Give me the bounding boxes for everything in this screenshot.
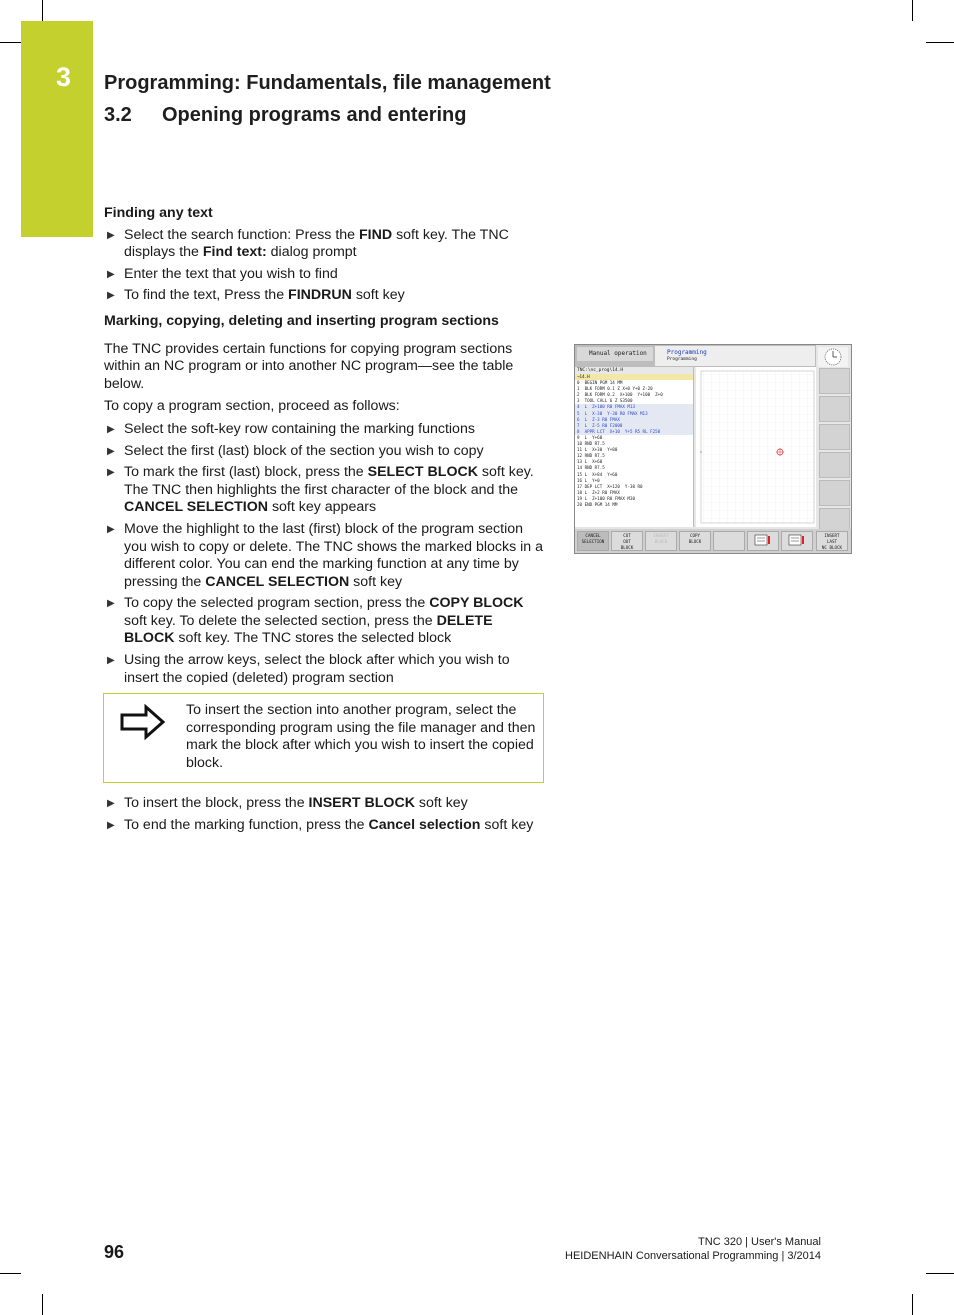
insert-block-softkey[interactable]: INSERT BLOCK (645, 531, 677, 551)
chapter-tab (21, 21, 93, 237)
softkey-row (575, 529, 851, 553)
list-item: ▶ To copy the selected program section, press the COPY BLOCK soft key. To delete the selected section, press the DELETE BLOCK soft key. The TNC stores the selected block (107, 595, 524, 647)
list-red-icon (751, 533, 775, 547)
main-content (104, 205, 544, 838)
list-item: ▶ To find the text, Press the FINDRUN soft key (107, 287, 405, 304)
crop-mark (912, 0, 913, 21)
marking-intro2: To copy a program section, proceed as follows: (104, 398, 400, 415)
footer-info (565, 1235, 821, 1263)
mode-manual[interactable]: Manual operation (577, 347, 653, 361)
insert-last-nc-block-softkey[interactable]: INSERT LAST NC BLOCK (816, 531, 848, 551)
program-line[interactable]: 20 END PGM 14 MM (577, 501, 618, 507)
bullet-arrow-icon: ▶ (107, 423, 115, 435)
crop-mark (42, 0, 43, 21)
side-softkey[interactable] (819, 368, 850, 394)
note-box (103, 693, 544, 783)
cancel-selection-softkey[interactable]: CANCEL SELECTION (577, 531, 609, 551)
side-softkey[interactable] (819, 396, 850, 422)
program-line[interactable]: 9 L Y+60 (577, 434, 603, 440)
program-line[interactable]: 13 L X+60 (577, 459, 603, 465)
finding-heading: Finding any text (104, 205, 213, 221)
section-number: 3.2 (104, 104, 132, 126)
bullet-arrow-icon: ▶ (107, 523, 115, 535)
list-item: ▶ Select the soft-key row containing the marking functions (107, 420, 475, 437)
list-red-icon (785, 533, 809, 547)
side-softkey[interactable] (819, 480, 850, 506)
bullet-arrow-icon: ▶ (107, 655, 115, 667)
program-line[interactable]: 15 L X+84 Y+60 (577, 471, 618, 477)
crop-mark (0, 42, 21, 43)
program-line[interactable]: 7 L Z-5 R0 F2000 (575, 423, 693, 429)
program-line[interactable]: 3 TOOL CALL 6 Z S3500 (577, 398, 633, 404)
list-item: ▶ Enter the text that you wish to find (107, 265, 338, 282)
bullet-arrow-icon: ▶ (107, 798, 115, 810)
list-item: ▶ To end the marking function, press the Cancel selection soft key (107, 816, 534, 833)
chapter-number: 3 (56, 62, 72, 92)
crop-mark (0, 1273, 21, 1274)
list-item: ▶ To mark the first (last) block, press the SELECT BLOCK soft key. The TNC then highlights the first character of the block and the CANCEL SELECTION soft key appears (107, 464, 534, 516)
footer-line2: HEIDENHAIN Conversational Programming | 3/2014 (565, 1250, 821, 1262)
list-up-softkey[interactable] (747, 531, 779, 551)
program-line[interactable]: 11 L X+30 Y+80 (577, 447, 618, 453)
empty-softkey[interactable] (713, 531, 745, 551)
bullet-arrow-icon: ▶ (107, 445, 115, 457)
program-line[interactable]: 5 L X-30 Y-30 R0 FMAX M13 (575, 411, 693, 417)
side-softkey[interactable] (819, 424, 850, 450)
program-line[interactable]: 10 RND R7.5 (577, 441, 605, 447)
program-line[interactable]: 0 BEGIN PGM 14 MM (577, 380, 623, 386)
cut-out-block-softkey[interactable]: CUT OUT BLOCK (611, 531, 643, 551)
program-line[interactable]: 17 DEP LCT X+120 Y-30 R0 (577, 483, 643, 489)
clock-icon (818, 347, 848, 367)
crop-mark (926, 1273, 954, 1274)
list-item: ▶ Select the first (last) block of the section you wish to copy (107, 442, 484, 459)
bullet-arrow-icon: ▶ (107, 467, 115, 479)
marking-intro: The TNC provides certain functions for copying program sections within an NC program or into another NC program—see the table below. (104, 340, 514, 392)
mode-bar (575, 345, 816, 367)
program-line[interactable]: 14 RND R7.5 (577, 465, 605, 471)
tnc-screenshot (574, 344, 852, 554)
program-listing (575, 367, 694, 527)
chapter-title: Programming: Fundamentals, file management (104, 72, 551, 94)
vertical-softkeys (818, 367, 851, 527)
copy-block-softkey[interactable]: COPY BLOCK (679, 531, 711, 551)
program-line[interactable]: 8 APPR LCT X+10 Y+5 R5 RL F250 (575, 429, 693, 435)
list-item: ▶ Move the highlight to the last (first) block of the program section you wish to copy or delete. The TNC shows the marked blocks in a different color. You can end the marking function at any time by pressing the CANCEL SELECTION soft key (107, 520, 543, 590)
section-title (104, 104, 466, 127)
bullet-arrow-icon: ▶ (107, 598, 115, 610)
footer-line1: TNC 320 | User's Manual (698, 1236, 821, 1248)
crop-mark (912, 1294, 913, 1315)
arrow-right-icon (120, 704, 166, 740)
program-line[interactable]: 1 BLK FORM 0.1 Z X+0 Y+0 Z-20 (577, 386, 653, 392)
mode-programming[interactable]: Programming Programming (655, 346, 815, 366)
file-path: TNC:\nc_prog\14.H (575, 367, 693, 374)
program-line[interactable]: 19 L Z+100 R0 FMAX M30 (577, 495, 635, 501)
bullet-arrow-icon: ▶ (107, 229, 115, 241)
program-line[interactable]: 12 RND R7.5 (577, 453, 605, 459)
bullet-arrow-icon: ▶ (107, 819, 115, 831)
graphics-window (696, 367, 816, 527)
program-line[interactable]: 4 L Z+100 R0 FMAX M13 (575, 404, 693, 410)
marking-heading: Marking, copying, deleting and inserting program sections (104, 312, 499, 329)
program-line[interactable]: 6 L Z-3 R0 FMAX (575, 417, 693, 423)
page-number: 96 (104, 1242, 125, 1262)
program-line[interactable]: →14.H (575, 374, 693, 380)
crop-mark (926, 42, 954, 43)
program-line[interactable]: 18 L Z+2 R0 FMAX (577, 489, 620, 495)
crop-mark (42, 1294, 43, 1315)
side-softkey[interactable] (819, 452, 850, 478)
list-item: ▶ Select the search function: Press the FIND soft key. The TNC displays the Find text: dialog prompt (107, 226, 509, 261)
note-text: To insert the section into another program, select the corresponding program using the file manager and then mark the block after which you wish to insert the copied block. (186, 702, 536, 772)
list-item: ▶ Using the arrow keys, select the block after which you wish to insert the copied (deleted) program section (107, 652, 510, 686)
list-item: ▶ To insert the block, press the INSERT BLOCK soft key (107, 795, 468, 812)
program-line[interactable]: 2 BLK FORM 0.2 X+100 Y+100 Z+0 (577, 392, 663, 398)
section-title-text: Opening programs and entering (162, 104, 467, 126)
list-down-softkey[interactable] (781, 531, 813, 551)
bullet-arrow-icon: ▶ (107, 290, 115, 302)
bullet-arrow-icon: ▶ (107, 268, 115, 280)
program-line[interactable]: 16 L Y+0 (577, 477, 600, 483)
